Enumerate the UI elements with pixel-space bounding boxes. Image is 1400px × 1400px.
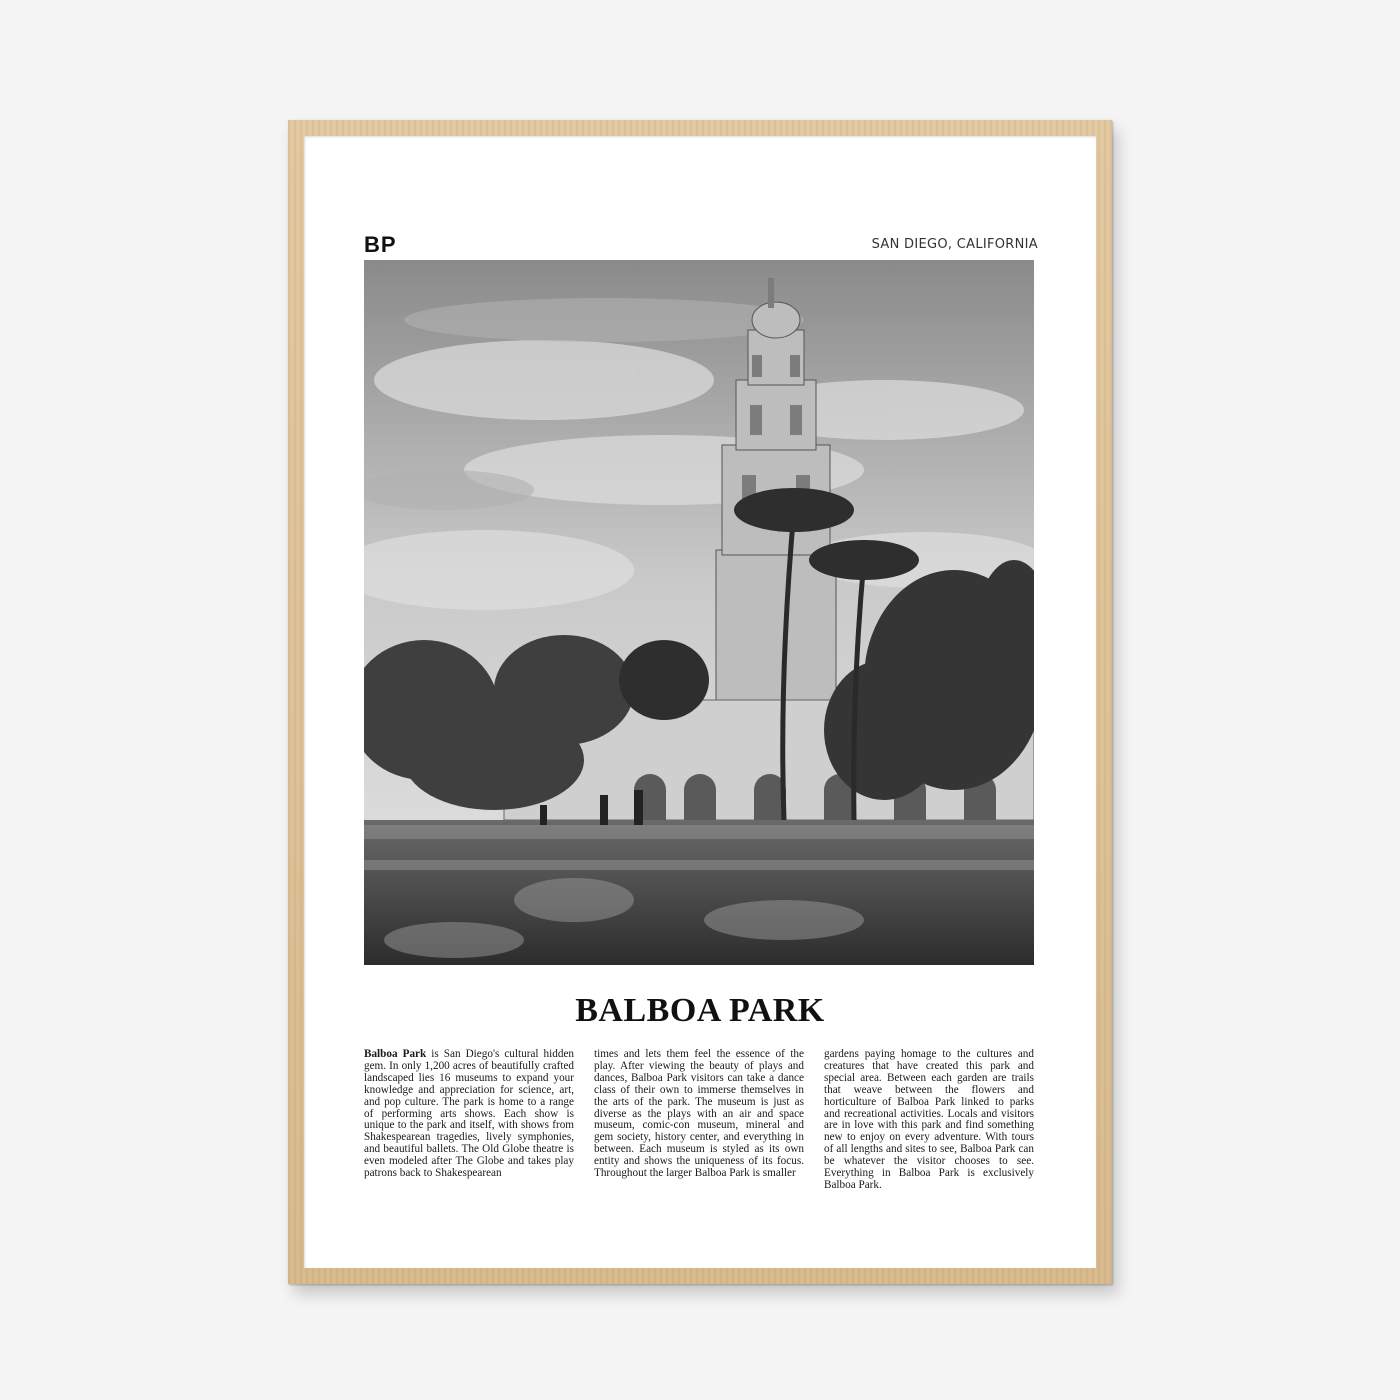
poster-title: BALBOA PARK (575, 992, 825, 1029)
body-column-2: times and lets them feel the essence of the play. After viewing the beauty of plays and dances, Balboa Park visitors can take a dance class of their own to immerse themselves in the arts of the park. The museum is just as diverse as the plays with an air and space museum, comic-con museum, mineral and gem society, history center, and everything in between. Each museum is styled as its own entity and shows the uniqueness of its focus. Throughout the larger Balboa Park is smaller (594, 1048, 804, 1180)
body-column-1 (364, 1049, 574, 1192)
body-lead: Balboa Park (364, 1048, 427, 1060)
wooden-frame (288, 120, 1112, 1284)
poster-location: SAN DIEGO, CALIFORNIA (871, 237, 1038, 252)
poster (304, 136, 1096, 1268)
body-column-1-text: is San Diego's cultural hidden gem. In only 1,200 acres of beautifully crafted landscaped lies 16 museums to expand your knowledge and appreciation for science, art, and pop culture. The park is home to a range of performing arts shows. Each show is unique to the park and itself, with shows from Shakespearean tragedies, lively symphonies, and beautiful ballets. The Old Globe theatre is even modeled after The Globe and takes play patrons back to Shakespearean (364, 1048, 574, 1180)
body-text (364, 1049, 1034, 1192)
body-column-3: gardens paying homage to the cultures and creatures that have created this park and special area. Between each garden are trails that weave between the flowers and horticulture of Balboa Park linked to parks and recreational activities. Locals and visitors are in love with this park and find something new to enjoy on every adventure. With tours of all lengths and sites to see, Balboa Park can be whatever the visitor chooses to see. Everything in Balboa Park is exclusively Balboa Park. (824, 1048, 1034, 1191)
bw-photo-california-tower (364, 260, 1034, 965)
poster-mat (304, 136, 1096, 1268)
poster-abbreviation: BP (364, 232, 397, 257)
